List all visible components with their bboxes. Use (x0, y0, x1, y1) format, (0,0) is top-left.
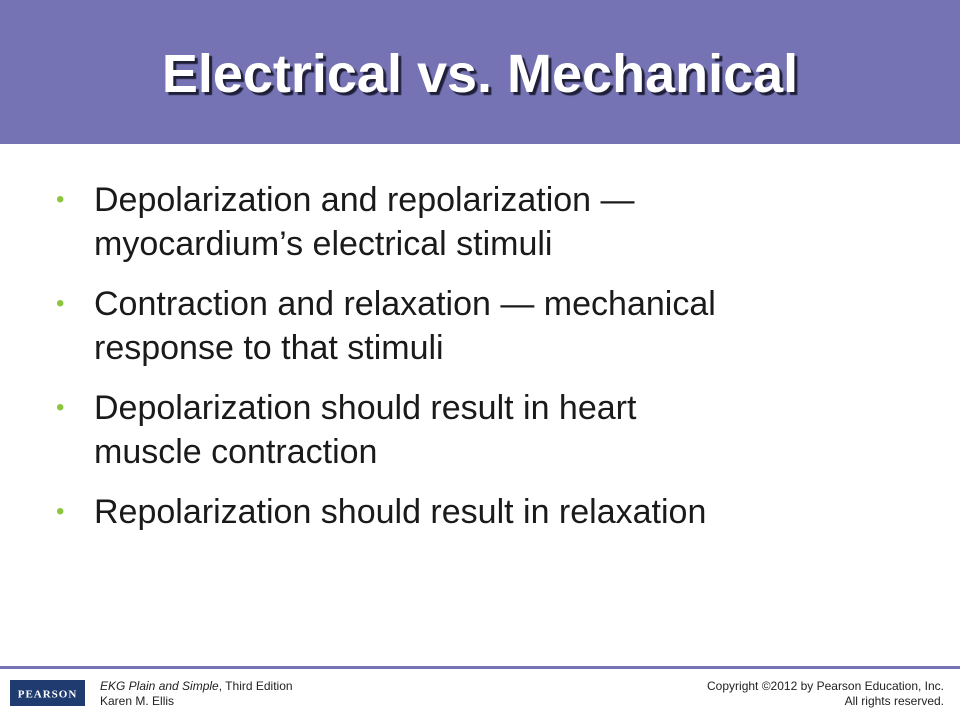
book-author: Karen M. Ellis (100, 694, 175, 708)
pearson-logo-icon (10, 680, 85, 706)
bullet-dot-icon: • (56, 290, 65, 317)
bullet-dot-icon: • (56, 186, 65, 213)
bullet-list (56, 178, 916, 550)
logo-text: PEARSON (17, 688, 78, 701)
bullet-text-line2: response to that stimuli (94, 329, 444, 367)
bullet-dot-icon: • (56, 394, 65, 421)
bullet-text-line1: Depolarization should result in heart (94, 389, 637, 427)
bullet-item (56, 282, 916, 370)
bullet-item (56, 386, 916, 474)
book-title: EKG Plain and Simple (100, 679, 219, 693)
bullet-text-line2: muscle contraction (94, 433, 378, 471)
book-edition: , Third Edition (218, 679, 293, 693)
bullet-text-line1: Depolarization and repolarization — (94, 181, 635, 219)
title-bar (0, 0, 960, 144)
bullet-text-line1: Repolarization should result in relaxation (94, 493, 707, 531)
copyright-text: Copyright ©2012 by Pearson Education, Inc. (707, 679, 944, 693)
bullet-text-line1: Contraction and relaxation — mechanical (94, 285, 716, 323)
bullet-text-line2: myocardium’s electrical stimuli (94, 225, 553, 263)
footer-book-info (100, 679, 293, 709)
slide-title: Electrical vs. Mechanical (161, 44, 799, 104)
bullet-dot-icon: • (56, 498, 65, 525)
footer-title-line (100, 679, 293, 694)
rights-text: All rights reserved. (844, 694, 944, 708)
footer-divider (0, 666, 960, 669)
footer-copyright (707, 679, 944, 709)
bullet-item (56, 490, 916, 534)
bullet-item (56, 178, 916, 266)
pearson-logo (10, 680, 85, 706)
